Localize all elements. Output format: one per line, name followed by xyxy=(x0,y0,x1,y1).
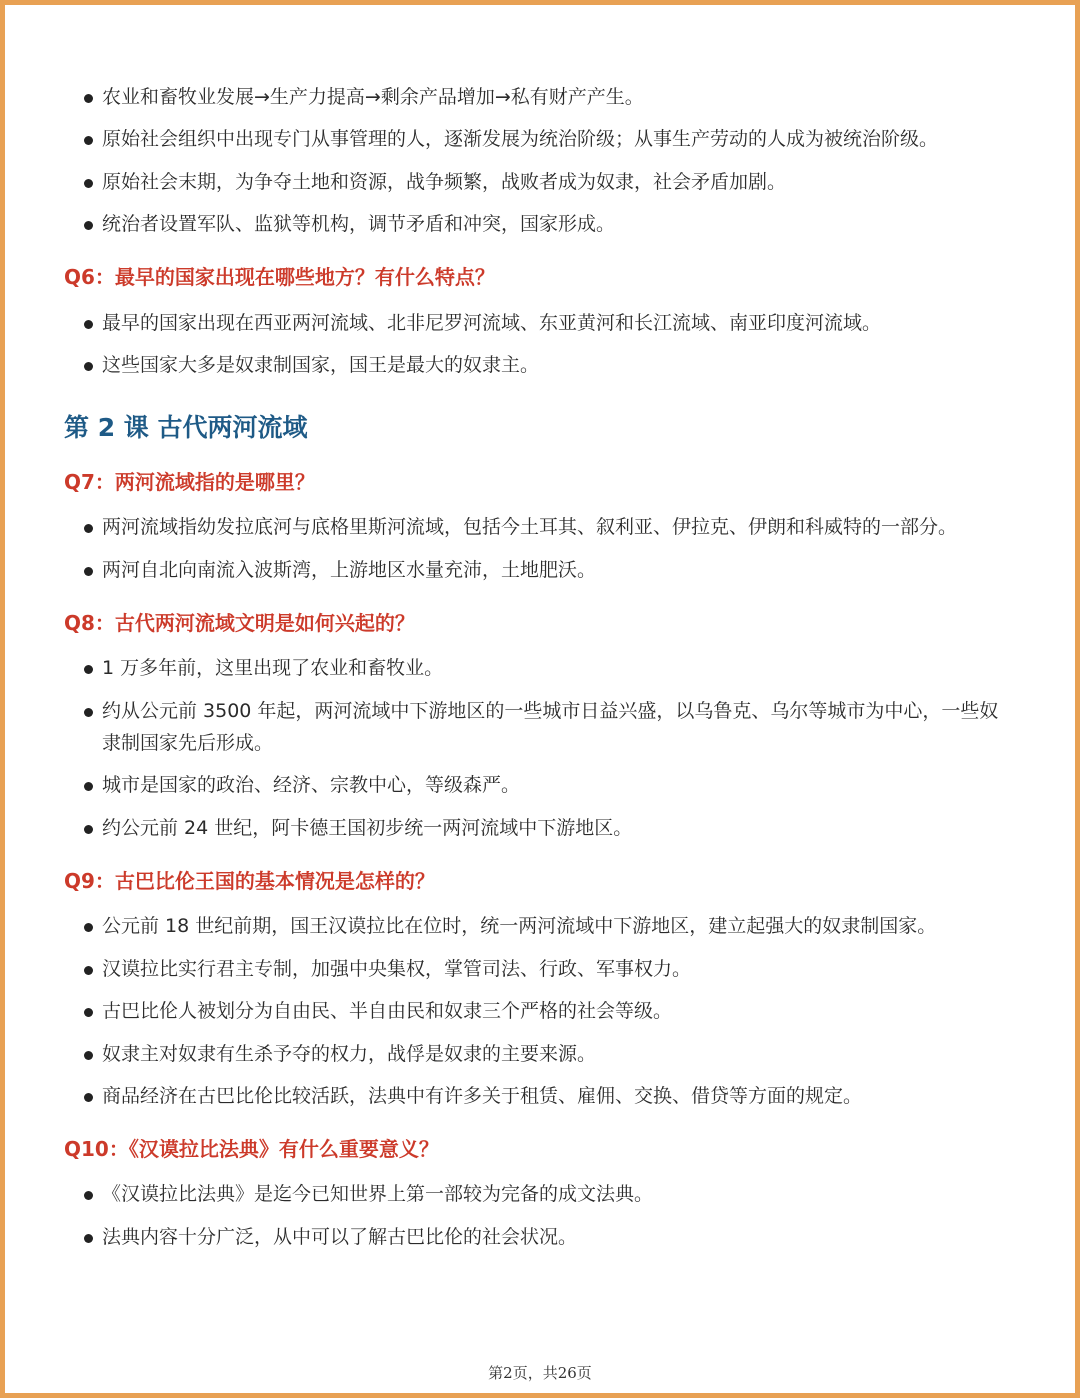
bullet-icon xyxy=(84,1051,93,1060)
list-item: 1 万多年前，这里出现了农业和畜牧业。 xyxy=(84,653,443,684)
list-item: 约公元前 24 世纪，阿卡德王国初步统一两河流域中下游地区。 xyxy=(84,813,632,844)
list-item: 两河自北向南流入波斯湾，上游地区水量充沛，土地肥沃。 xyxy=(84,555,596,586)
bullet-icon xyxy=(84,825,93,834)
list-item: 法典内容十分广泛，从中可以了解古巴比伦的社会状况。 xyxy=(84,1222,577,1253)
bullet-icon xyxy=(84,362,93,371)
bullet-icon xyxy=(84,1234,93,1243)
list-item: 原始社会组织中出现专门从事管理的人，逐渐发展为统治阶级；从事生产劳动的人成为被统治阶级。 xyxy=(84,124,938,155)
list-item-continuation: 隶制国家先后形成。 xyxy=(102,732,274,754)
list-item: 公元前 18 世纪前期，国王汉谟拉比在位时，统一两河流域中下游地区，建立起强大的奴隶制国家。 xyxy=(84,911,936,942)
bullet-icon xyxy=(84,320,93,329)
list-item: 农业和畜牧业发展→生产力提高→剩余产品增加→私有财产产生。 xyxy=(84,82,644,113)
list-item: 汉谟拉比实行君主专制，加强中央集权，掌管司法、行政、军事权力。 xyxy=(84,954,691,985)
list-item: 两河流域指幼发拉底河与底格里斯河流域，包括今土耳其、叙利亚、伊拉克、伊朗和科威特的一部分。 xyxy=(84,512,957,543)
question-heading-q7: Q7：两河流域指的是哪里？ xyxy=(64,470,315,494)
question-heading-q10: Q10：《汉谟拉比法典》有什么重要意义？ xyxy=(64,1137,439,1161)
bullet-icon xyxy=(84,923,93,932)
bullet-icon xyxy=(84,782,93,791)
page-number: 第2页，共26页 xyxy=(488,1364,592,1382)
lesson-title: 第 2 课 古代两河流域 xyxy=(64,413,308,442)
bullet-icon xyxy=(84,665,93,674)
question-heading-q8: Q8：古代两河流域文明是如何兴起的？ xyxy=(64,611,415,635)
list-item: 奴隶主对奴隶有生杀予夺的权力，战俘是奴隶的主要来源。 xyxy=(84,1039,596,1070)
question-heading-q6: Q6：最早的国家出现在哪些地方？有什么特点？ xyxy=(64,265,495,289)
list-item: 约从公元前 3500 年起，两河流域中下游地区的一些城市日益兴盛，以乌鲁克、乌尔等城市为中心，一些奴 xyxy=(84,696,998,727)
bullet-icon xyxy=(84,94,93,103)
bullet-icon xyxy=(84,1093,93,1102)
bullet-icon xyxy=(84,179,93,188)
bullet-icon xyxy=(84,567,93,576)
question-heading-q9: Q9：古巴比伦王国的基本情况是怎样的？ xyxy=(64,869,435,893)
list-item: 《汉谟拉比法典》是迄今已知世界上第一部较为完备的成文法典。 xyxy=(84,1179,653,1210)
list-item: 城市是国家的政治、经济、宗教中心，等级森严。 xyxy=(84,770,520,801)
list-item: 这些国家大多是奴隶制国家，国王是最大的奴隶主。 xyxy=(84,350,539,381)
bullet-icon xyxy=(84,1008,93,1017)
bullet-icon xyxy=(84,221,93,230)
list-item: 商品经济在古巴比伦比较活跃，法典中有许多关于租赁、雇佣、交换、借贷等方面的规定。 xyxy=(84,1081,862,1112)
bullet-icon xyxy=(84,136,93,145)
bullet-icon xyxy=(84,966,93,975)
list-item: 统治者设置军队、监狱等机构，调节矛盾和冲突，国家形成。 xyxy=(84,209,615,240)
list-item: 古巴比伦人被划分为自由民、半自由民和奴隶三个严格的社会等级。 xyxy=(84,996,672,1027)
list-item: 原始社会末期，为争夺土地和资源，战争频繁，战败者成为奴隶，社会矛盾加剧。 xyxy=(84,167,786,198)
bullet-icon xyxy=(84,524,93,533)
bullet-icon xyxy=(84,1191,93,1200)
list-item: 最早的国家出现在西亚两河流域、北非尼罗河流域、东亚黄河和长江流域、南亚印度河流域。 xyxy=(84,308,881,339)
bullet-icon xyxy=(84,708,93,717)
